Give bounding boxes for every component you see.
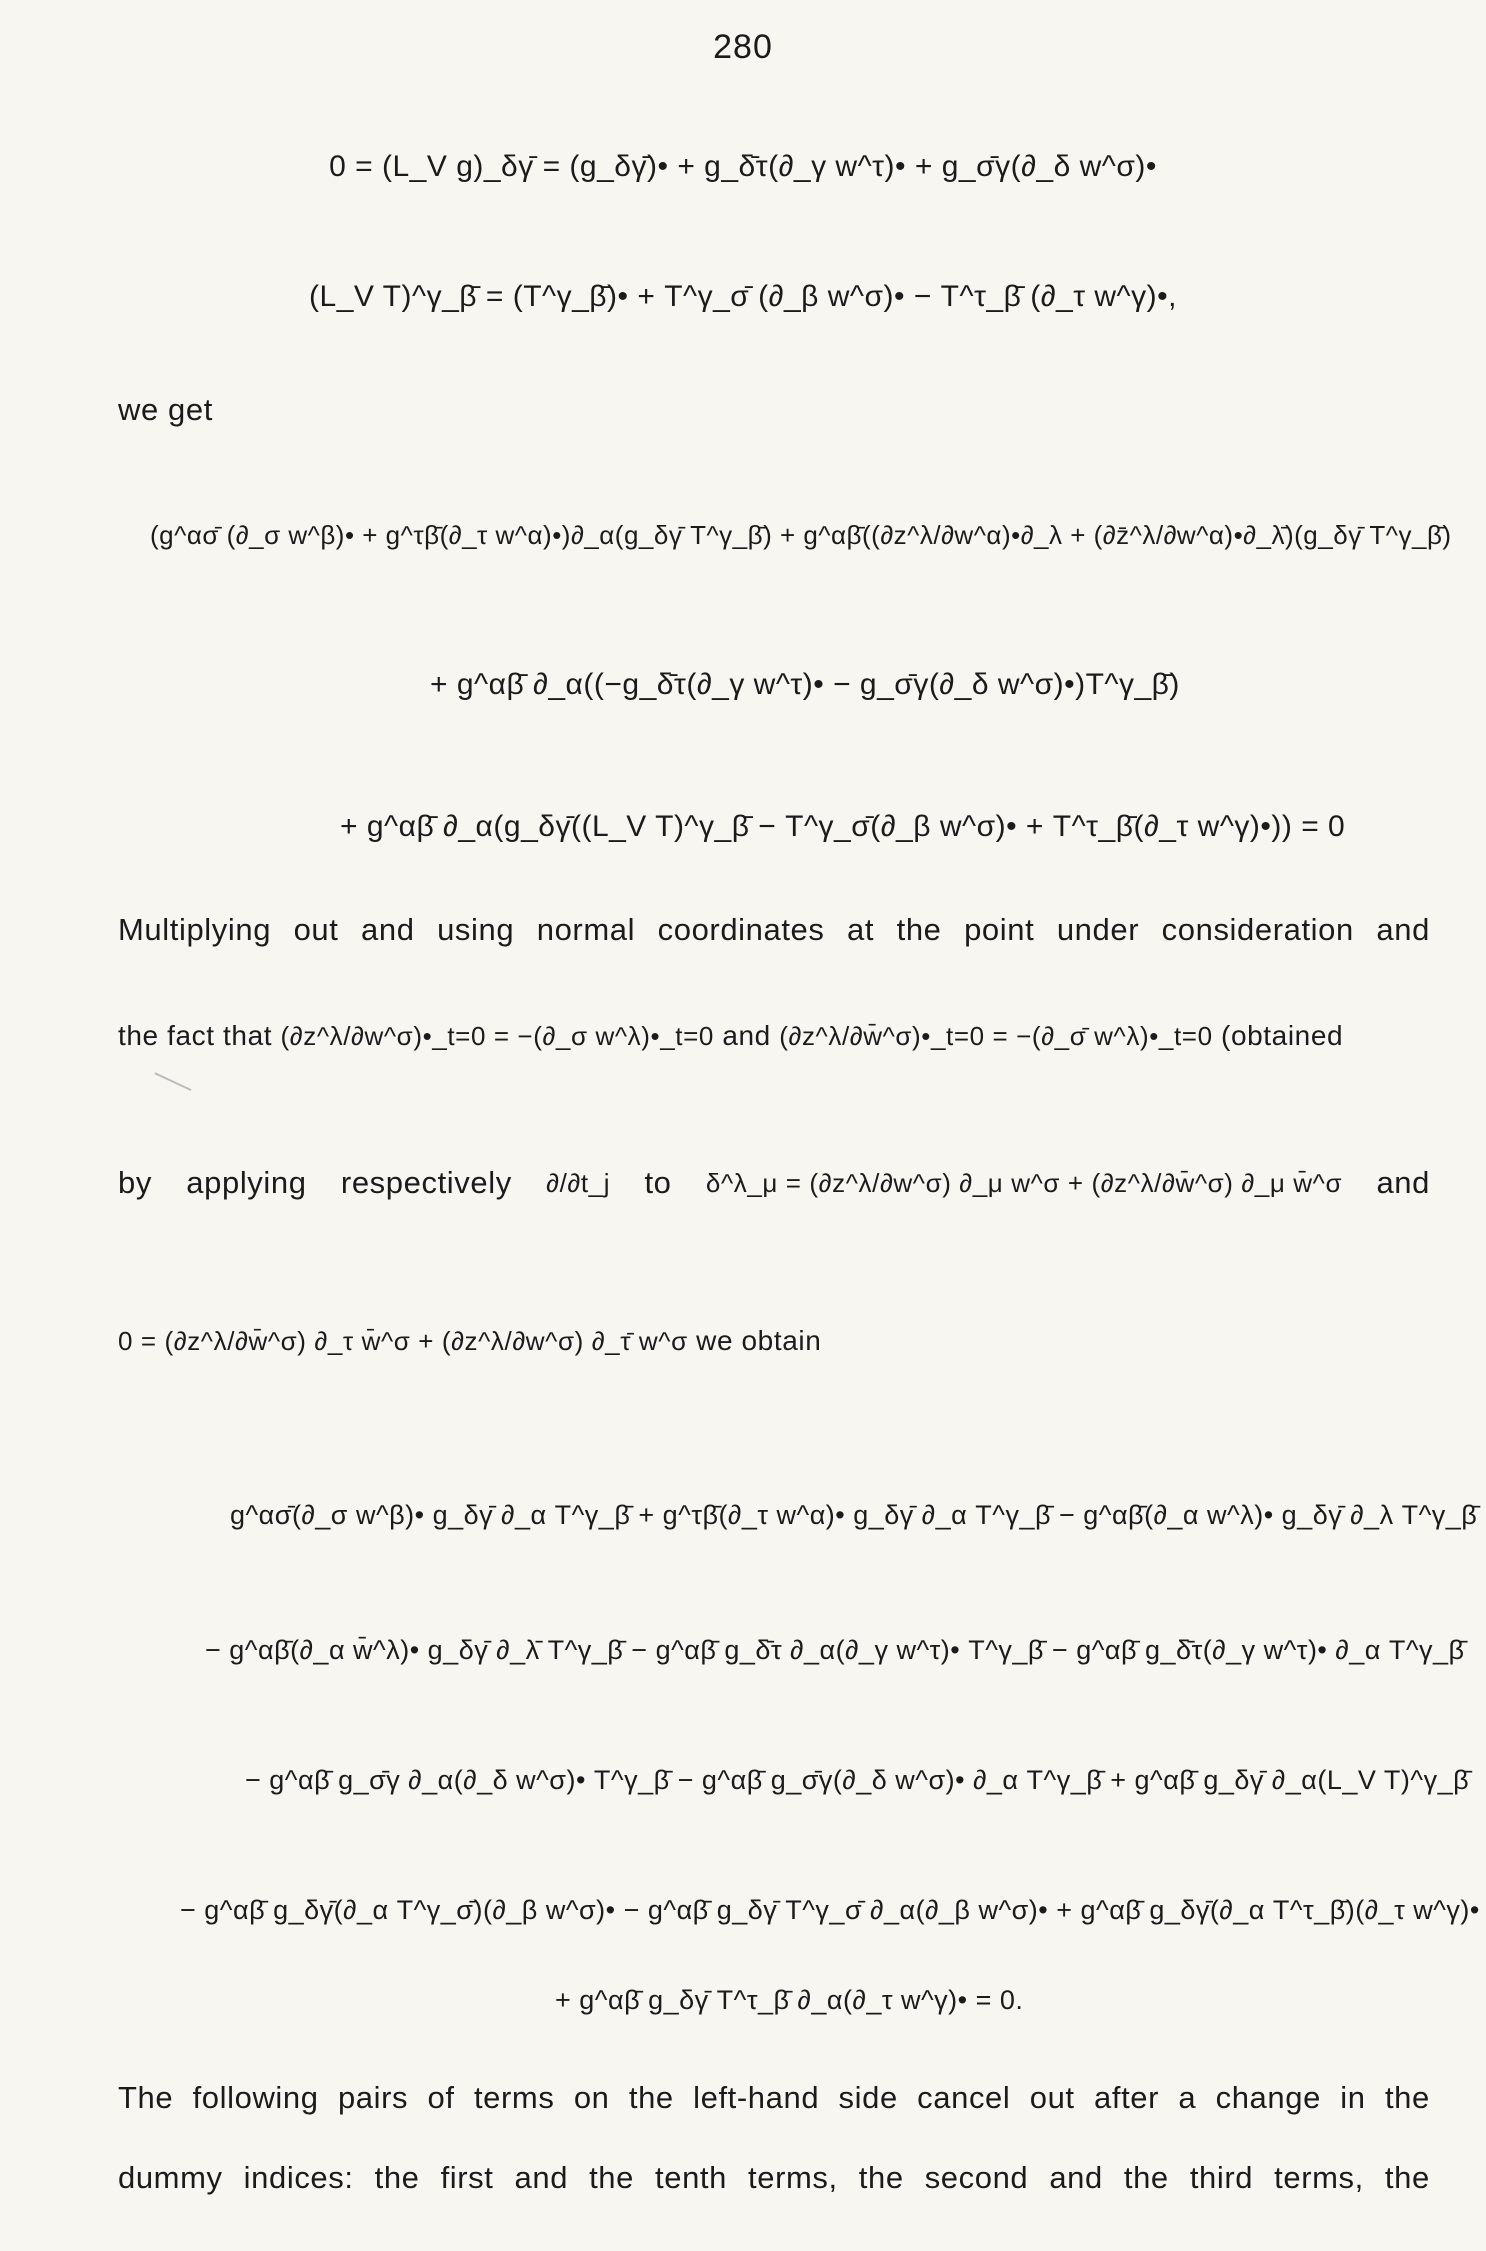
equation-expanded-line-2: + g^αβ̄ ∂_α((−g_δ̄τ(∂_γ w^τ)• − g_σ̄γ(∂_δ w^σ)•)T^γ_β̄) [430,668,1180,701]
paragraph-fact-that: the fact that (∂z^λ/∂w^σ)•_t=0 = −(∂_σ w^λ)•_t=0 and (∂z^λ/∂w̄^σ)•_t=0 = −(∂_σ̄ w^λ)•_t=0 (obtained [118,1020,1344,1051]
equation-expanded-line-1: (g^ασ̄ (∂_σ w^β)• + g^τβ̄(∂_τ w^α)•)∂_α(g_δγ̄ T^γ_β̄) + g^αβ̄((∂z^λ/∂w^α)•∂_λ + (∂z̄^λ/∂w^α)•∂_λ̄)(g_δγ̄ T^γ_β̄) [150,520,1452,550]
equation-result-line-4: − g^αβ̄ g_δγ̄(∂_α T^γ_σ̄)(∂_β w^σ)• − g^αβ̄ g_δγ̄ T^γ_σ̄ ∂_α(∂_β w^σ)• + g^αβ̄ g_δγ̄(∂_α T^τ_β̄)(∂_τ w^γ)• [180,1895,1480,1925]
page-number: 280 [713,28,773,66]
paragraph-multiplying: Multiplying out and using normal coordinates at the point under consideration and [118,912,1430,947]
inline-math-1: (∂z^λ/∂w^σ)•_t=0 = −(∂_σ w^λ)•_t=0 [280,1021,714,1051]
inline-math-5: 0 = (∂z^λ/∂w̄^σ) ∂_τ w̄^σ + (∂z^λ/∂w^σ) ∂_τ̄ w^σ [118,1326,688,1356]
paragraph-by-applying: by applying respectively ∂/∂t_j to δ^λ_μ = (∂z^λ/∂w^σ) ∂_μ w^σ + (∂z^λ/∂w̄^σ) ∂_μ w̄^σ and [118,1165,1430,1200]
equation-result-line-2: − g^αβ̄(∂_α w̄^λ)• g_δγ̄ ∂_λ̄ T^γ_β̄ − g^αβ̄ g_δ̄τ ∂_α(∂_γ w^τ)• T^γ_β̄ − g^αβ̄ g_δ̄τ(∂_γ w^τ)• ∂_α T^γ_β̄ [205,1635,1465,1665]
paragraph-dummy-indices: dummy indices: the first and the tenth terms, the second and the third terms, the [118,2160,1430,2195]
inline-math-3: ∂/∂t_j [546,1167,611,1198]
paragraph-following-pairs: The following pairs of terms on the left-hand side cancel out after a change in the [118,2080,1430,2115]
equation-result-line-3: − g^αβ̄ g_σ̄γ ∂_α(∂_δ w^σ)• T^γ_β̄ − g^αβ̄ g_σ̄γ(∂_δ w^σ)• ∂_α T^γ_β̄ + g^αβ̄ g_δγ̄ ∂_α(L_V T)^γ_β̄ [245,1765,1470,1795]
paragraph-zero-identity: 0 = (∂z^λ/∂w̄^σ) ∂_τ w̄^σ + (∂z^λ/∂w^σ) ∂_τ̄ w^σ we obtain [118,1325,822,1356]
equation-lie-derivative-metric: 0 = (L_V g)_δγ̄ = (g_δγ̄)• + g_δ̄τ(∂_γ w^τ)• + g_σ̄γ(∂_δ w^σ)• [329,150,1157,183]
inline-math-4: δ^λ_μ = (∂z^λ/∂w^σ) ∂_μ w^σ + (∂z^λ/∂w̄^σ) ∂_μ w̄^σ [705,1167,1343,1198]
equation-result-line-1: g^ασ̄(∂_σ w^β)• g_δγ̄ ∂_α T^γ_β̄ + g^τβ̄(∂_τ w^α)• g_δγ̄ ∂_α T^γ_β̄ − g^αβ̄(∂_α w^λ)• g_δγ̄ ∂_λ T^γ_β̄ [230,1500,1478,1530]
inline-math-2: (∂z^λ/∂w̄^σ)•_t=0 = −(∂_σ̄ w^λ)•_t=0 [779,1021,1213,1051]
equation-result-line-5: + g^αβ̄ g_δγ̄ T^τ_β̄ ∂_α(∂_τ w^γ)• = 0. [555,1985,1024,2015]
equation-lie-derivative-torsion: (L_V T)^γ_β̄ = (T^γ_β̄)• + T^γ_σ̄ (∂_β w^σ)• − T^τ_β̄ (∂_τ w^γ)•, [309,280,1177,313]
pen-mark [148,1072,191,1103]
text-we-get: we get [118,392,213,427]
equation-expanded-line-3: + g^αβ̄ ∂_α(g_δγ̄((L_V T)^γ_β̄ − T^γ_σ̄(∂_β w^σ)• + T^τ_β̄(∂_τ w^γ)•)) = 0 [340,810,1346,843]
